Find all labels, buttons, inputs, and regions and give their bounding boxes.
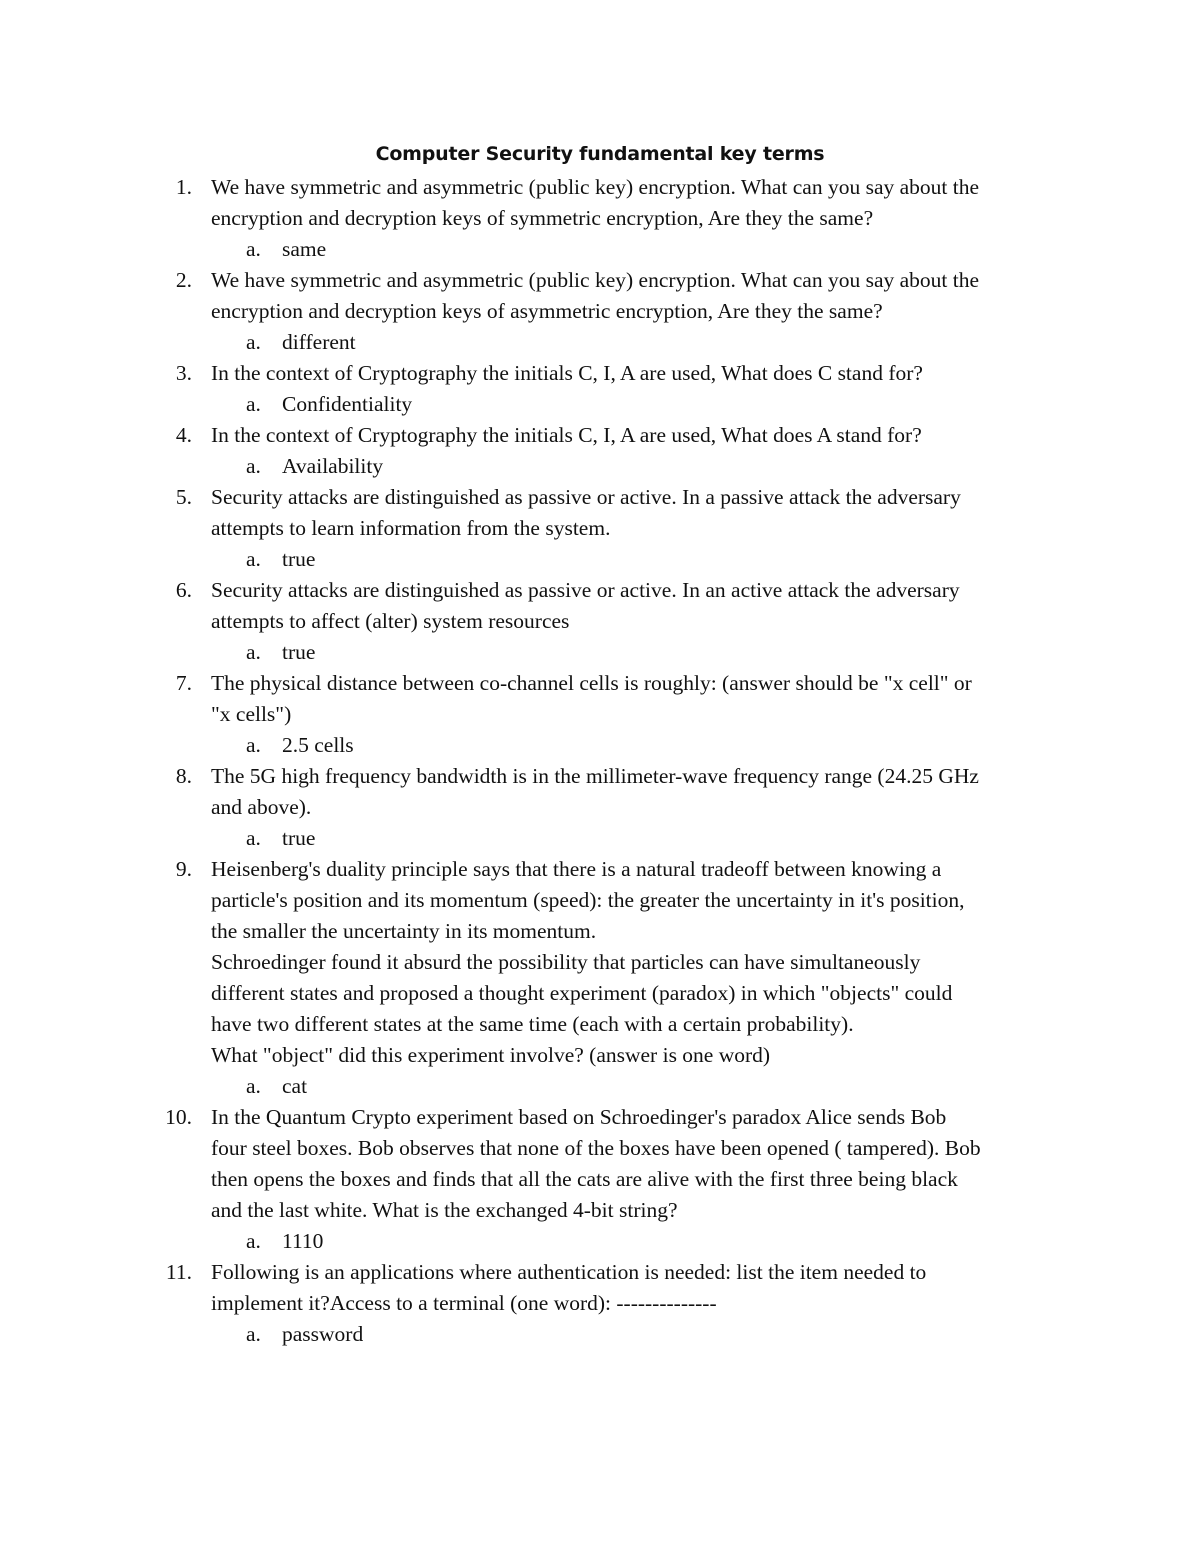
question-text (211, 668, 1061, 730)
answer-letter: a. (246, 733, 261, 757)
question-line: Security attacks are distinguished as passive or active. In an active attack the adversary (211, 578, 960, 602)
answer-letter: a. (246, 1074, 261, 1098)
answer-letter: a. (246, 1322, 261, 1346)
question-item (0, 358, 1200, 420)
question-line: encryption and decryption keys of symmetric encryption, Are they the same? (211, 206, 874, 230)
question-line: and the last white. What is the exchanged 4-bit string? (211, 1198, 678, 1222)
question-text (211, 172, 1061, 234)
question-line: We have symmetric and asymmetric (public key) encryption. What can you say about the (211, 268, 980, 292)
answer-text: same (282, 237, 327, 261)
answer-letter: a. (246, 392, 261, 416)
question-number: 2. (175, 268, 192, 292)
question-line: What "object" did this experiment involve? (answer is one word) (211, 1043, 771, 1067)
answer-text: Availability (282, 454, 384, 478)
question-line: In the context of Cryptography the initials C, I, A are used, What does C stand for? (211, 361, 923, 385)
answer-text: password (282, 1322, 364, 1346)
question-item (0, 761, 1200, 854)
question-line: Schroedinger found it absurd the possibility that particles can have simultaneously (211, 950, 921, 974)
document-title: Computer Security fundamental key terms (375, 143, 825, 165)
answer-row (0, 389, 1200, 420)
answer-letter: a. (246, 826, 261, 850)
question-line: attempts to learn information from the system. (211, 516, 611, 540)
question-text (211, 265, 1061, 327)
question-line: four steel boxes. Bob observes that none of the boxes have been opened ( tampered). Bob (211, 1136, 981, 1160)
answer-letter: a. (246, 237, 261, 261)
question-line: then opens the boxes and finds that all the cats are alive with the first three being black (211, 1167, 958, 1191)
question-text (211, 761, 1061, 823)
question-line: different states and proposed a thought experiment (paradox) in which "objects" could (211, 981, 953, 1005)
question-line: encryption and decryption keys of asymmetric encryption, Are they the same? (211, 299, 883, 323)
question-line: In the context of Cryptography the initials C, I, A are used, What does A stand for? (211, 423, 922, 447)
answer-text: true (282, 547, 316, 571)
question-number: 6. (175, 578, 192, 602)
answer-letter: a. (246, 1229, 261, 1253)
question-number: 8. (175, 764, 192, 788)
answer-letter: a. (246, 640, 261, 664)
question-item (0, 1257, 1200, 1350)
question-number: 11. (165, 1260, 192, 1284)
question-line: In the Quantum Crypto experiment based on Schroedinger's paradox Alice sends Bob (211, 1105, 947, 1129)
question-number: 1. (175, 175, 192, 199)
answer-row (0, 637, 1200, 668)
answer-letter: a. (246, 454, 261, 478)
answer-row (0, 234, 1200, 265)
question-item (0, 854, 1200, 1102)
question-line: Heisenberg's duality principle says that there is a natural tradeoff between knowing a (211, 857, 942, 881)
question-number: 9. (175, 857, 192, 881)
question-line: Security attacks are distinguished as passive or active. In a passive attack the adversary (211, 485, 961, 509)
answer-row (0, 544, 1200, 575)
answer-letter: a. (246, 547, 261, 571)
answer-letter: a. (246, 330, 261, 354)
question-line: have two different states at the same time (each with a certain probability). (211, 1012, 854, 1036)
answer-text: different (282, 330, 356, 354)
question-item (0, 265, 1200, 358)
answer-row (0, 730, 1200, 761)
question-line: We have symmetric and asymmetric (public key) encryption. What can you say about the (211, 175, 980, 199)
answer-row (0, 823, 1200, 854)
question-line: particle's position and its momentum (speed): the greater the uncertainty in it's position, (211, 888, 965, 912)
answer-row (0, 327, 1200, 358)
question-item (0, 575, 1200, 668)
answer-text: 1110 (282, 1229, 324, 1253)
question-number: 3. (175, 361, 192, 385)
question-line: "x cells") (211, 702, 292, 726)
question-text (211, 1102, 1061, 1226)
question-number: 7. (175, 671, 192, 695)
question-line: and above). (211, 795, 312, 819)
question-line: attempts to affect (alter) system resources (211, 609, 570, 633)
question-line: implement it?Access to a terminal (one word): -------------- (211, 1291, 717, 1315)
answer-text: true (282, 826, 316, 850)
question-line: the smaller the uncertainty in its momentum. (211, 919, 597, 943)
answer-text: true (282, 640, 316, 664)
question-text (211, 1257, 1061, 1319)
question-list (0, 172, 1200, 1350)
question-text (211, 482, 1061, 544)
question-line: The 5G high frequency bandwidth is in the millimeter-wave frequency range (24.25 GHz (211, 764, 979, 788)
answer-text: 2.5 cells (282, 733, 354, 757)
question-text (211, 854, 1061, 1071)
question-item (0, 420, 1200, 482)
answer-row (0, 1071, 1200, 1102)
answer-row (0, 1319, 1200, 1350)
question-item (0, 482, 1200, 575)
answer-text: Confidentiality (282, 392, 413, 416)
question-item (0, 668, 1200, 761)
answer-text: cat (282, 1074, 308, 1098)
question-text (211, 358, 1061, 389)
question-text (211, 420, 1061, 451)
question-text (211, 575, 1061, 637)
answer-row (0, 1226, 1200, 1257)
question-line: The physical distance between co-channel cells is roughly: (answer should be "x cell" or (211, 671, 972, 695)
question-item (0, 172, 1200, 265)
question-number: 4. (175, 423, 192, 447)
question-line: Following is an applications where authentication is needed: list the item needed to (211, 1260, 927, 1284)
question-item (0, 1102, 1200, 1257)
answer-row (0, 451, 1200, 482)
question-number: 5. (175, 485, 192, 509)
question-number: 10. (165, 1105, 192, 1129)
